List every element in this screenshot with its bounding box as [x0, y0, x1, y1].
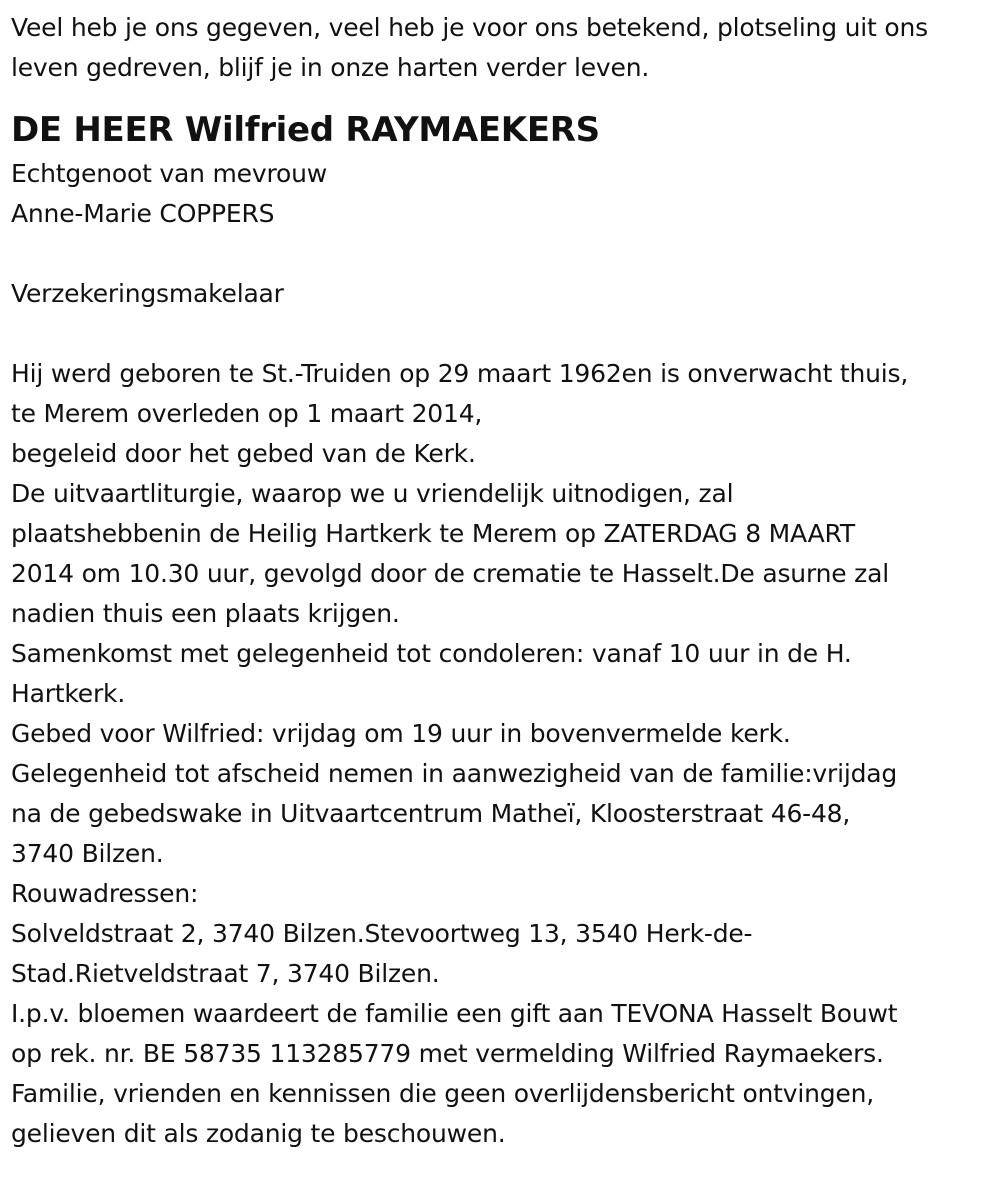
body-line: Solveldstraat 2, 3740 Bilzen.Stevoortweg 13, 3540 Herk-de- [11, 919, 753, 948]
body-line: gelieven dit als zodanig te beschouwen. [11, 1119, 506, 1148]
verse-line: leven gedreven, blijf je in onze harten verder leven. [11, 53, 650, 82]
spacer [11, 314, 996, 354]
deceased-name-heading: DE HEER Wilfried RAYMAEKERS [11, 110, 600, 150]
body-line: De uitvaartliturgie, waarop we u vriendelijk uitnodigen, zal [11, 479, 734, 508]
spouse-info [11, 154, 996, 234]
body-line: op rek. nr. BE 58735 113285779 met vermelding Wilfried Raymaekers. [11, 1039, 884, 1068]
spouse-line: Anne-Marie COPPERS [11, 199, 275, 228]
verse-line: Veel heb je ons gegeven, veel heb je voor ons betekend, plotseling uit ons [11, 13, 928, 42]
body-line: Familie, vrienden en kennissen die geen overlijdensbericht ontvingen, [11, 1079, 875, 1108]
body-line: 2014 om 10.30 uur, gevolgd door de crematie te Hasselt.De asurne zal [11, 559, 889, 588]
body-line: Gebed voor Wilfried: vrijdag om 19 uur in bovenvermelde kerk. [11, 719, 791, 748]
body-line: nadien thuis een plaats krijgen. [11, 599, 400, 628]
obituary-notice [11, 8, 996, 1154]
body-line: Gelegenheid tot afscheid nemen in aanwezigheid van de familie:vrijdag [11, 759, 898, 788]
body-line: na de gebedswake in Uitvaartcentrum Matheï, Kloosterstraat 46-48, [11, 799, 851, 828]
spouse-line: Echtgenoot van mevrouw [11, 159, 327, 188]
body-line: Stad.Rietveldstraat 7, 3740 Bilzen. [11, 959, 440, 988]
notice-body [11, 354, 996, 1154]
body-line: Hij werd geboren te St.-Truiden op 29 maart 1962en is onverwacht thuis, [11, 359, 909, 388]
body-line: te Merem overleden op 1 maart 2014, [11, 399, 483, 428]
profession: Verzekeringsmakelaar [11, 279, 284, 308]
body-line: Rouwadressen: [11, 879, 199, 908]
body-line: plaatshebbenin de Heilig Hartkerk te Merem op ZATERDAG 8 MAART [11, 519, 855, 548]
body-line: I.p.v. bloemen waardeert de familie een gift aan TEVONA Hasselt Bouwt [11, 999, 898, 1028]
body-line: begeleid door het gebed van de Kerk. [11, 439, 476, 468]
body-line: Samenkomst met gelegenheid tot condoleren: vanaf 10 uur in de H. [11, 639, 852, 668]
spacer [11, 234, 996, 274]
memorial-verse [11, 8, 996, 88]
body-line: Hartkerk. [11, 679, 126, 708]
body-line: 3740 Bilzen. [11, 839, 164, 868]
